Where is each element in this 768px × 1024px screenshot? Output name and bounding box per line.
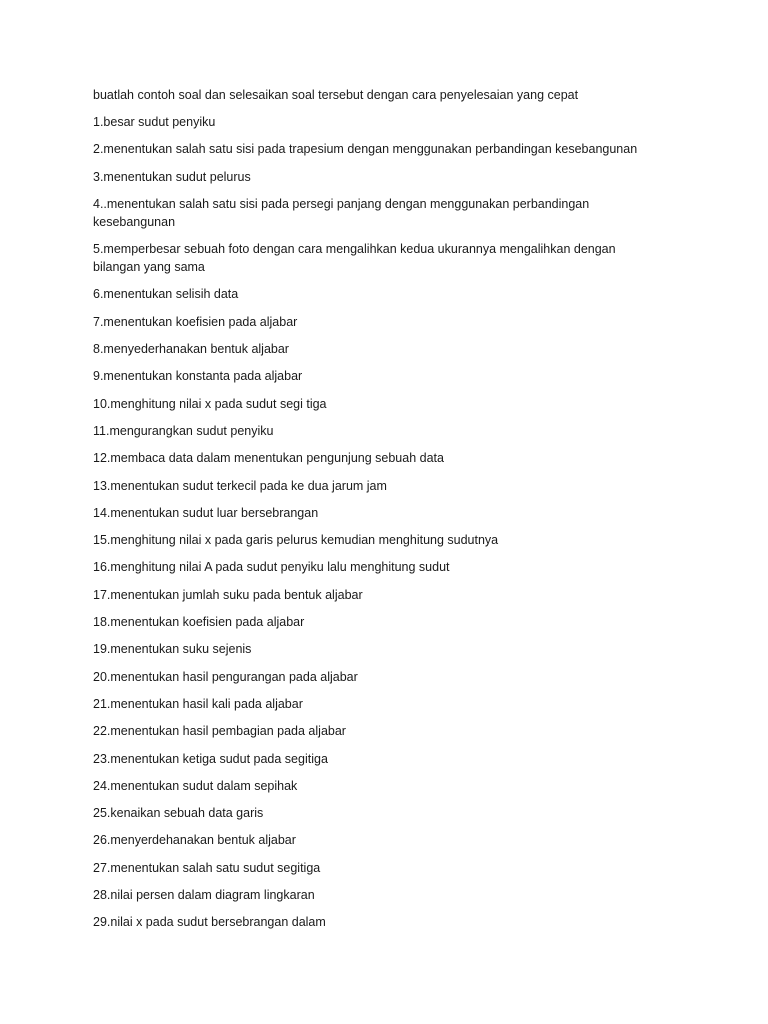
list-item: 18.menentukan koefisien pada aljabar	[93, 615, 305, 630]
list-item: 7.menentukan koefisien pada aljabar	[93, 314, 298, 329]
list-item: 19.menentukan suku sejenis	[93, 642, 252, 657]
list-item: 11.mengurangkan sudut penyiku	[93, 423, 274, 438]
list-item: 6.menentukan selisih data	[93, 287, 239, 302]
list-item: 15.menghitung nilai x pada garis pelurus kemudian menghitung sudutnya	[93, 533, 499, 548]
list-item: 23.menentukan ketiga sudut pada segitiga	[93, 751, 328, 766]
list-item: 16.menghitung nilai A pada sudut penyiku lalu menghitung sudut	[93, 560, 450, 575]
list-item: 27.menentukan salah satu sudut segitiga	[93, 860, 321, 875]
list-item: 10.menghitung nilai x pada sudut segi tiga	[93, 396, 327, 411]
list-item: 13.menentukan sudut terkecil pada ke dua jarum jam	[93, 478, 387, 493]
list-item: 1.besar sudut penyiku	[93, 115, 216, 129]
list-item: 26.menyerdehanakan bentuk aljabar	[93, 833, 296, 848]
list-item: 20.menentukan hasil pengurangan pada aljabar	[93, 669, 358, 684]
list-item: 9.menentukan konstanta pada aljabar	[93, 369, 303, 384]
list-item: 2.menentukan salah satu sisi pada trapesium dengan menggunakan perbandingan kesebangunan	[93, 142, 638, 157]
list-item: 17.menentukan jumlah suku pada bentuk aljabar	[93, 587, 363, 602]
list-item: 8.menyederhanakan bentuk aljabar	[93, 342, 289, 357]
list-item: 3.menentukan sudut pelurus	[93, 169, 251, 184]
list-item: 4..menentukan salah satu sisi pada persegi panjang dengan menggunakan perbandingan kesebangunan	[93, 196, 590, 229]
document-body	[93, 86, 673, 941]
list-item: 28.nilai persen dalam diagram lingkaran	[93, 888, 315, 903]
list-item: 24.menentukan sudut dalam sepihak	[93, 778, 298, 793]
list-item: 5.memperbesar sebuah foto dengan cara mengalihkan kedua ukurannya mengalihkan dengan bilangan yang sama	[93, 242, 616, 275]
list-item: 25.kenaikan sebuah data garis	[93, 806, 264, 821]
list-item: 12.membaca data dalam menentukan pengunjung sebuah data	[93, 451, 444, 466]
list-item: 14.menentukan sudut luar bersebrangan	[93, 505, 319, 520]
list-item: 21.menentukan hasil kali pada aljabar	[93, 696, 303, 711]
intro-text: buatlah contoh soal dan selesaikan soal tersebut dengan cara penyelesaian yang cepat	[93, 88, 579, 102]
list-item: 29.nilai x pada sudut bersebrangan dalam	[93, 915, 326, 930]
list-item: 22.menentukan hasil pembagian pada aljabar	[93, 724, 346, 739]
